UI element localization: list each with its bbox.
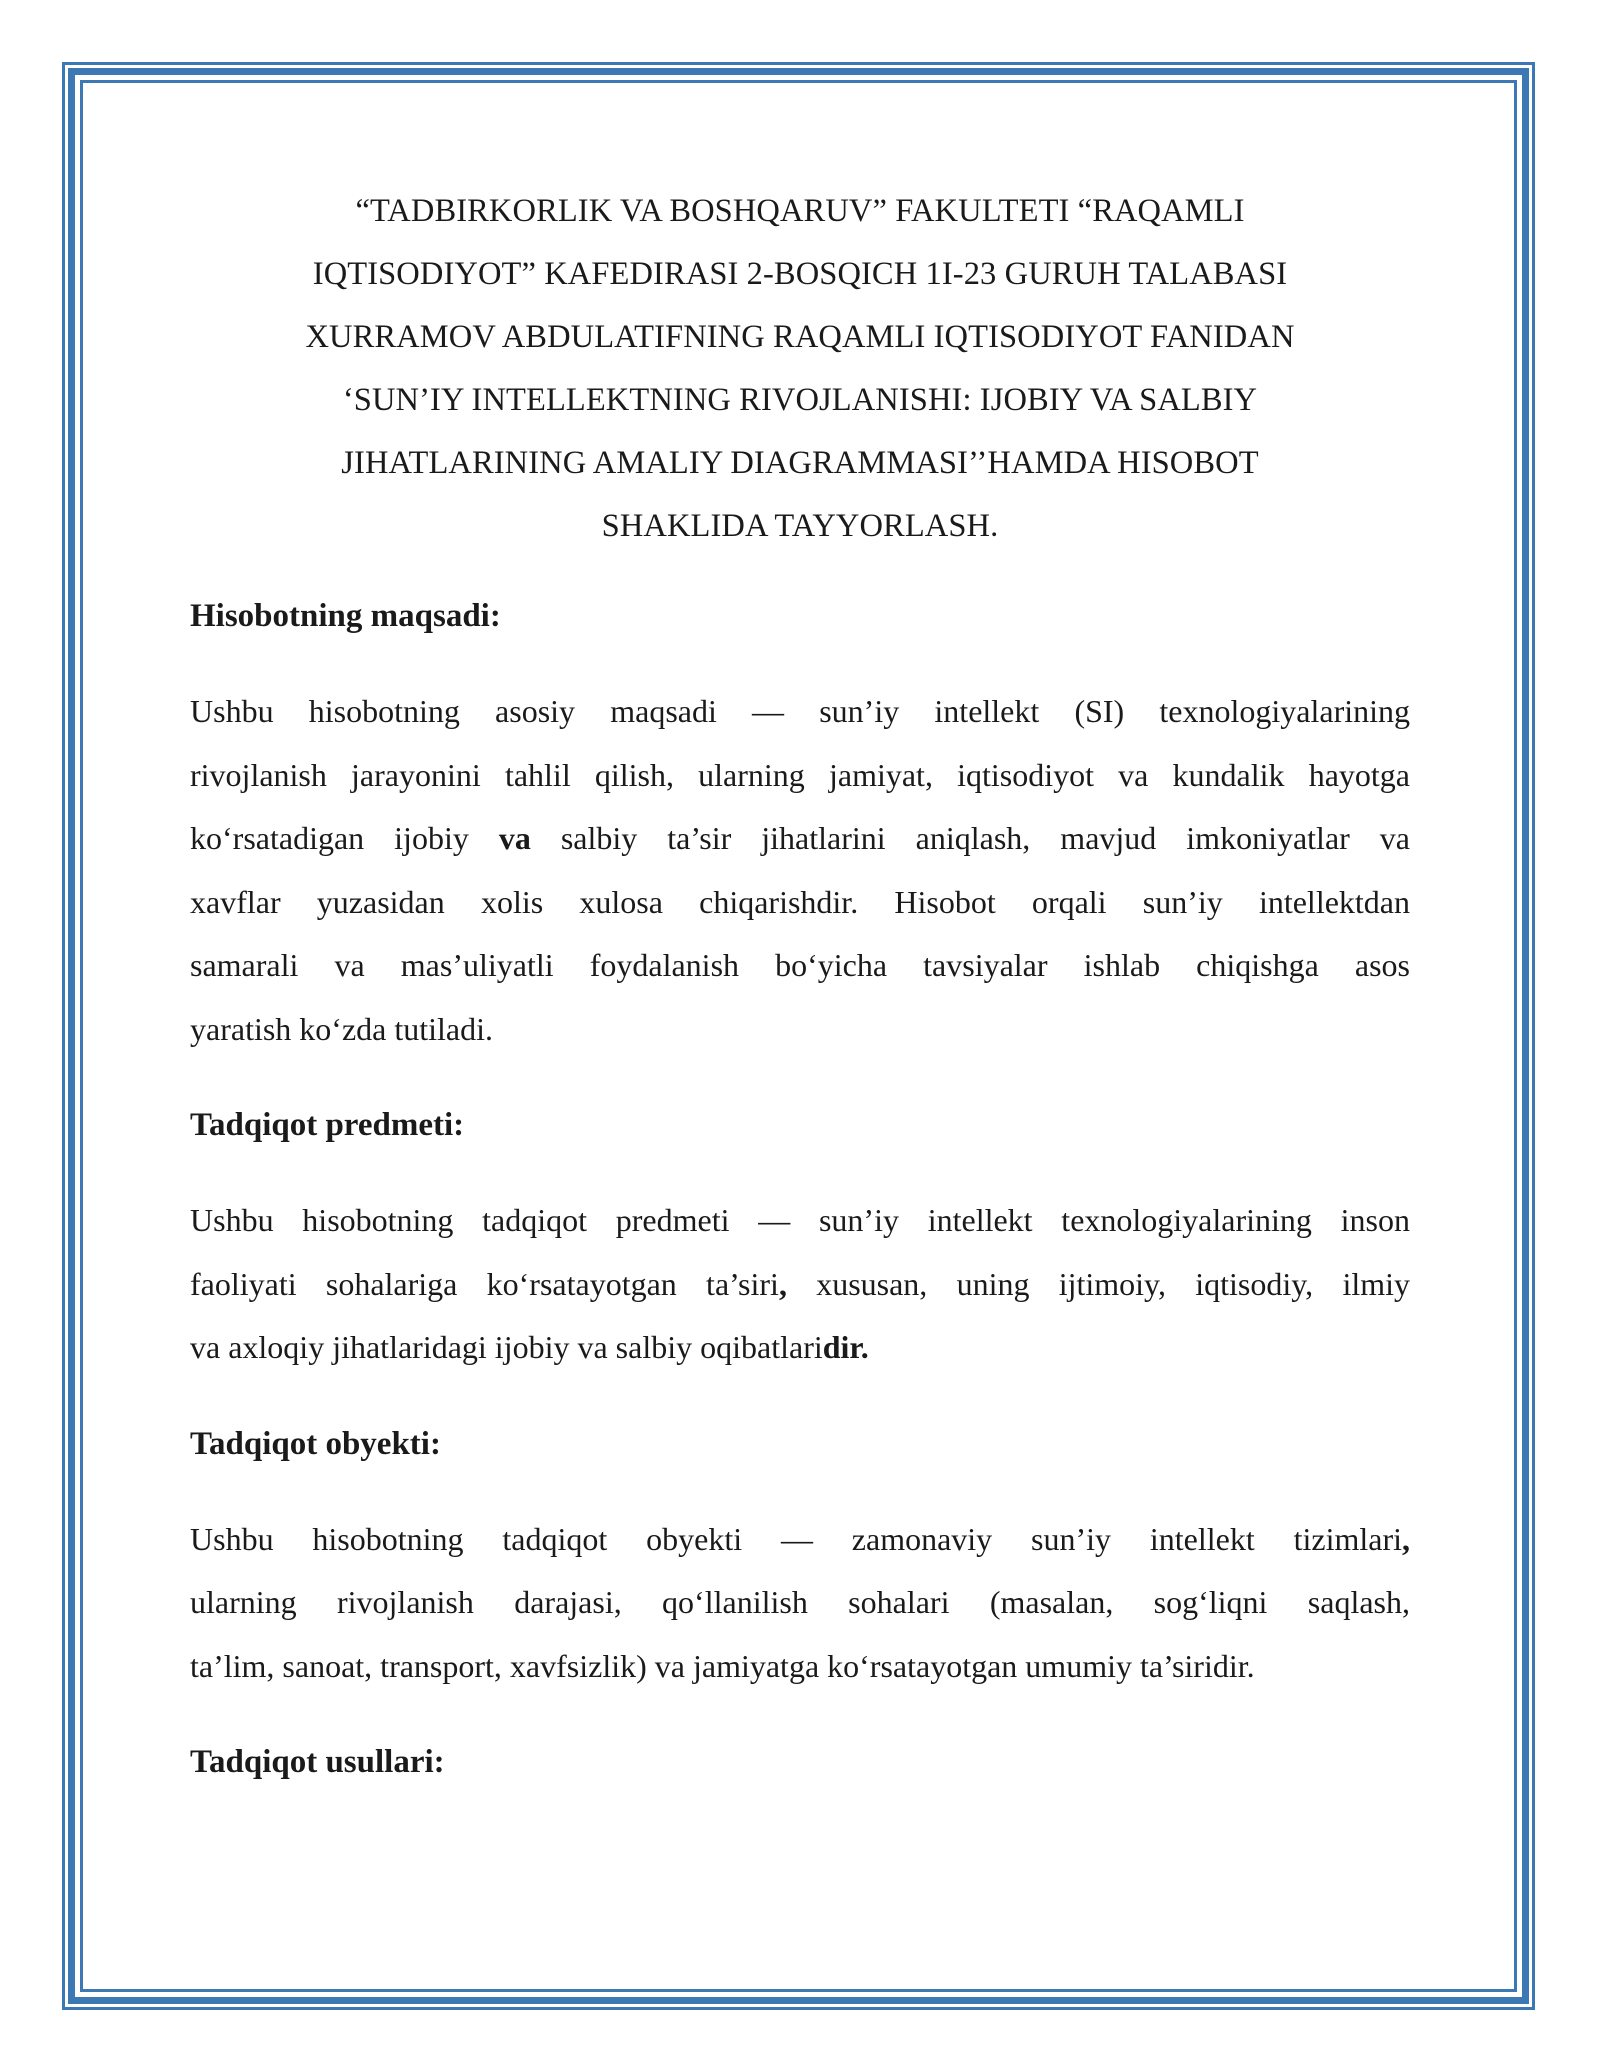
title-line: SHAKLIDA TAYYORLASH.	[601, 508, 999, 544]
text-run: faoliyati sohalariga ko‘rsatayotgan ta’siri	[190, 1265, 779, 1302]
bold-text-run: ,	[1402, 1520, 1410, 1557]
text-run: Ushbu hisobotning tadqiqot obyekti — zamonaviy sun’iy intellekt tizimlari	[190, 1520, 1402, 1557]
paragraph-line	[190, 1316, 1410, 1380]
paragraph-line	[190, 807, 1410, 871]
title-line: XURRAMOV ABDULATIFNING RAQAMLI IQTISODIYOT FANIDAN	[305, 319, 1295, 355]
paragraph-line	[190, 1253, 1410, 1317]
paragraph-line: ta’lim, sanoat, transport, xavfsizlik) va jamiyatga ko‘rsatayotgan umumiy ta’siridir.	[190, 1647, 1255, 1684]
section-paragraph-obyekt	[190, 1508, 1410, 1699]
title-line: ‘SUN’IY INTELLEKTNING RIVOJLANISHI: IJOBIY VA SALBIY	[342, 382, 1258, 418]
paragraph-line	[190, 1508, 1410, 1572]
title-line: IQTISODIYOT” KAFEDIRASI 2-BOSQICH 1I-23 GURUH TALABASI	[312, 256, 1288, 292]
paragraph-line: samarali va mas’uliyatli foydalanish bo‘yicha tavsiyalar ishlab chiqishga asos	[190, 947, 1410, 983]
paragraph-line: rivojlanish jarayonini tahlil qilish, ularning jamiyat, iqtisodiyot va kundalik hayotga	[190, 756, 1410, 793]
text-run: ko‘rsatadigan ijobiy	[190, 820, 499, 856]
bold-text-run: va	[498, 820, 531, 856]
bold-text-run: dir.	[822, 1329, 869, 1365]
section-paragraph-predmet	[190, 1189, 1410, 1380]
section-heading-predmet: Tadqiqot predmeti:	[190, 1107, 465, 1143]
text-run: xususan, uning ijtimoiy, iqtisodiy, ilmiy	[786, 1265, 1411, 1302]
document-title	[190, 180, 1410, 558]
section-paragraph-maqsad	[190, 680, 1410, 1061]
paragraph-line: Ushbu hisobotning tadqiqot predmeti — sun’iy intellekt texnologiyalarining inson	[190, 1202, 1410, 1238]
bold-text-run: ,	[778, 1265, 787, 1302]
paragraph-line: yaratish ko‘zda tutiladi.	[190, 1010, 494, 1047]
title-line: JIHATLARINING AMALIY DIAGRAMMASI’’HAMDA HISOBOT	[341, 445, 1259, 481]
paragraph-line: xavflar yuzasidan xolis xulosa chiqarishdir. Hisobot orqali sun’iy intellektdan	[190, 883, 1410, 920]
paragraph-line: Ushbu hisobotning asosiy maqsadi — sun’iy intellekt (SI) texnologiyalarining	[190, 693, 1410, 729]
text-run: va axloqiy jihatlaridagi ijobiy va salbiy oqibatlari	[190, 1329, 823, 1365]
section-heading-obyekt: Tadqiqot obyekti:	[190, 1425, 441, 1462]
title-line: “TADBIRKORLIK VA BOSHQARUV” FAKULTETI “RAQAMLI	[355, 193, 1245, 229]
paragraph-line: ularning rivojlanish darajasi, qo‘llanilish sohalari (masalan, sog‘liqni saqlash,	[190, 1584, 1410, 1620]
document-content	[190, 180, 1410, 1826]
text-run: salbiy ta’sir jihatlarini aniqlash, mavjud imkoniyatlar va	[530, 820, 1410, 856]
section-heading-maqsad: Hisobotning maqsadi:	[190, 598, 501, 634]
section-heading-usullar: Tadqiqot usullari:	[190, 1744, 445, 1780]
